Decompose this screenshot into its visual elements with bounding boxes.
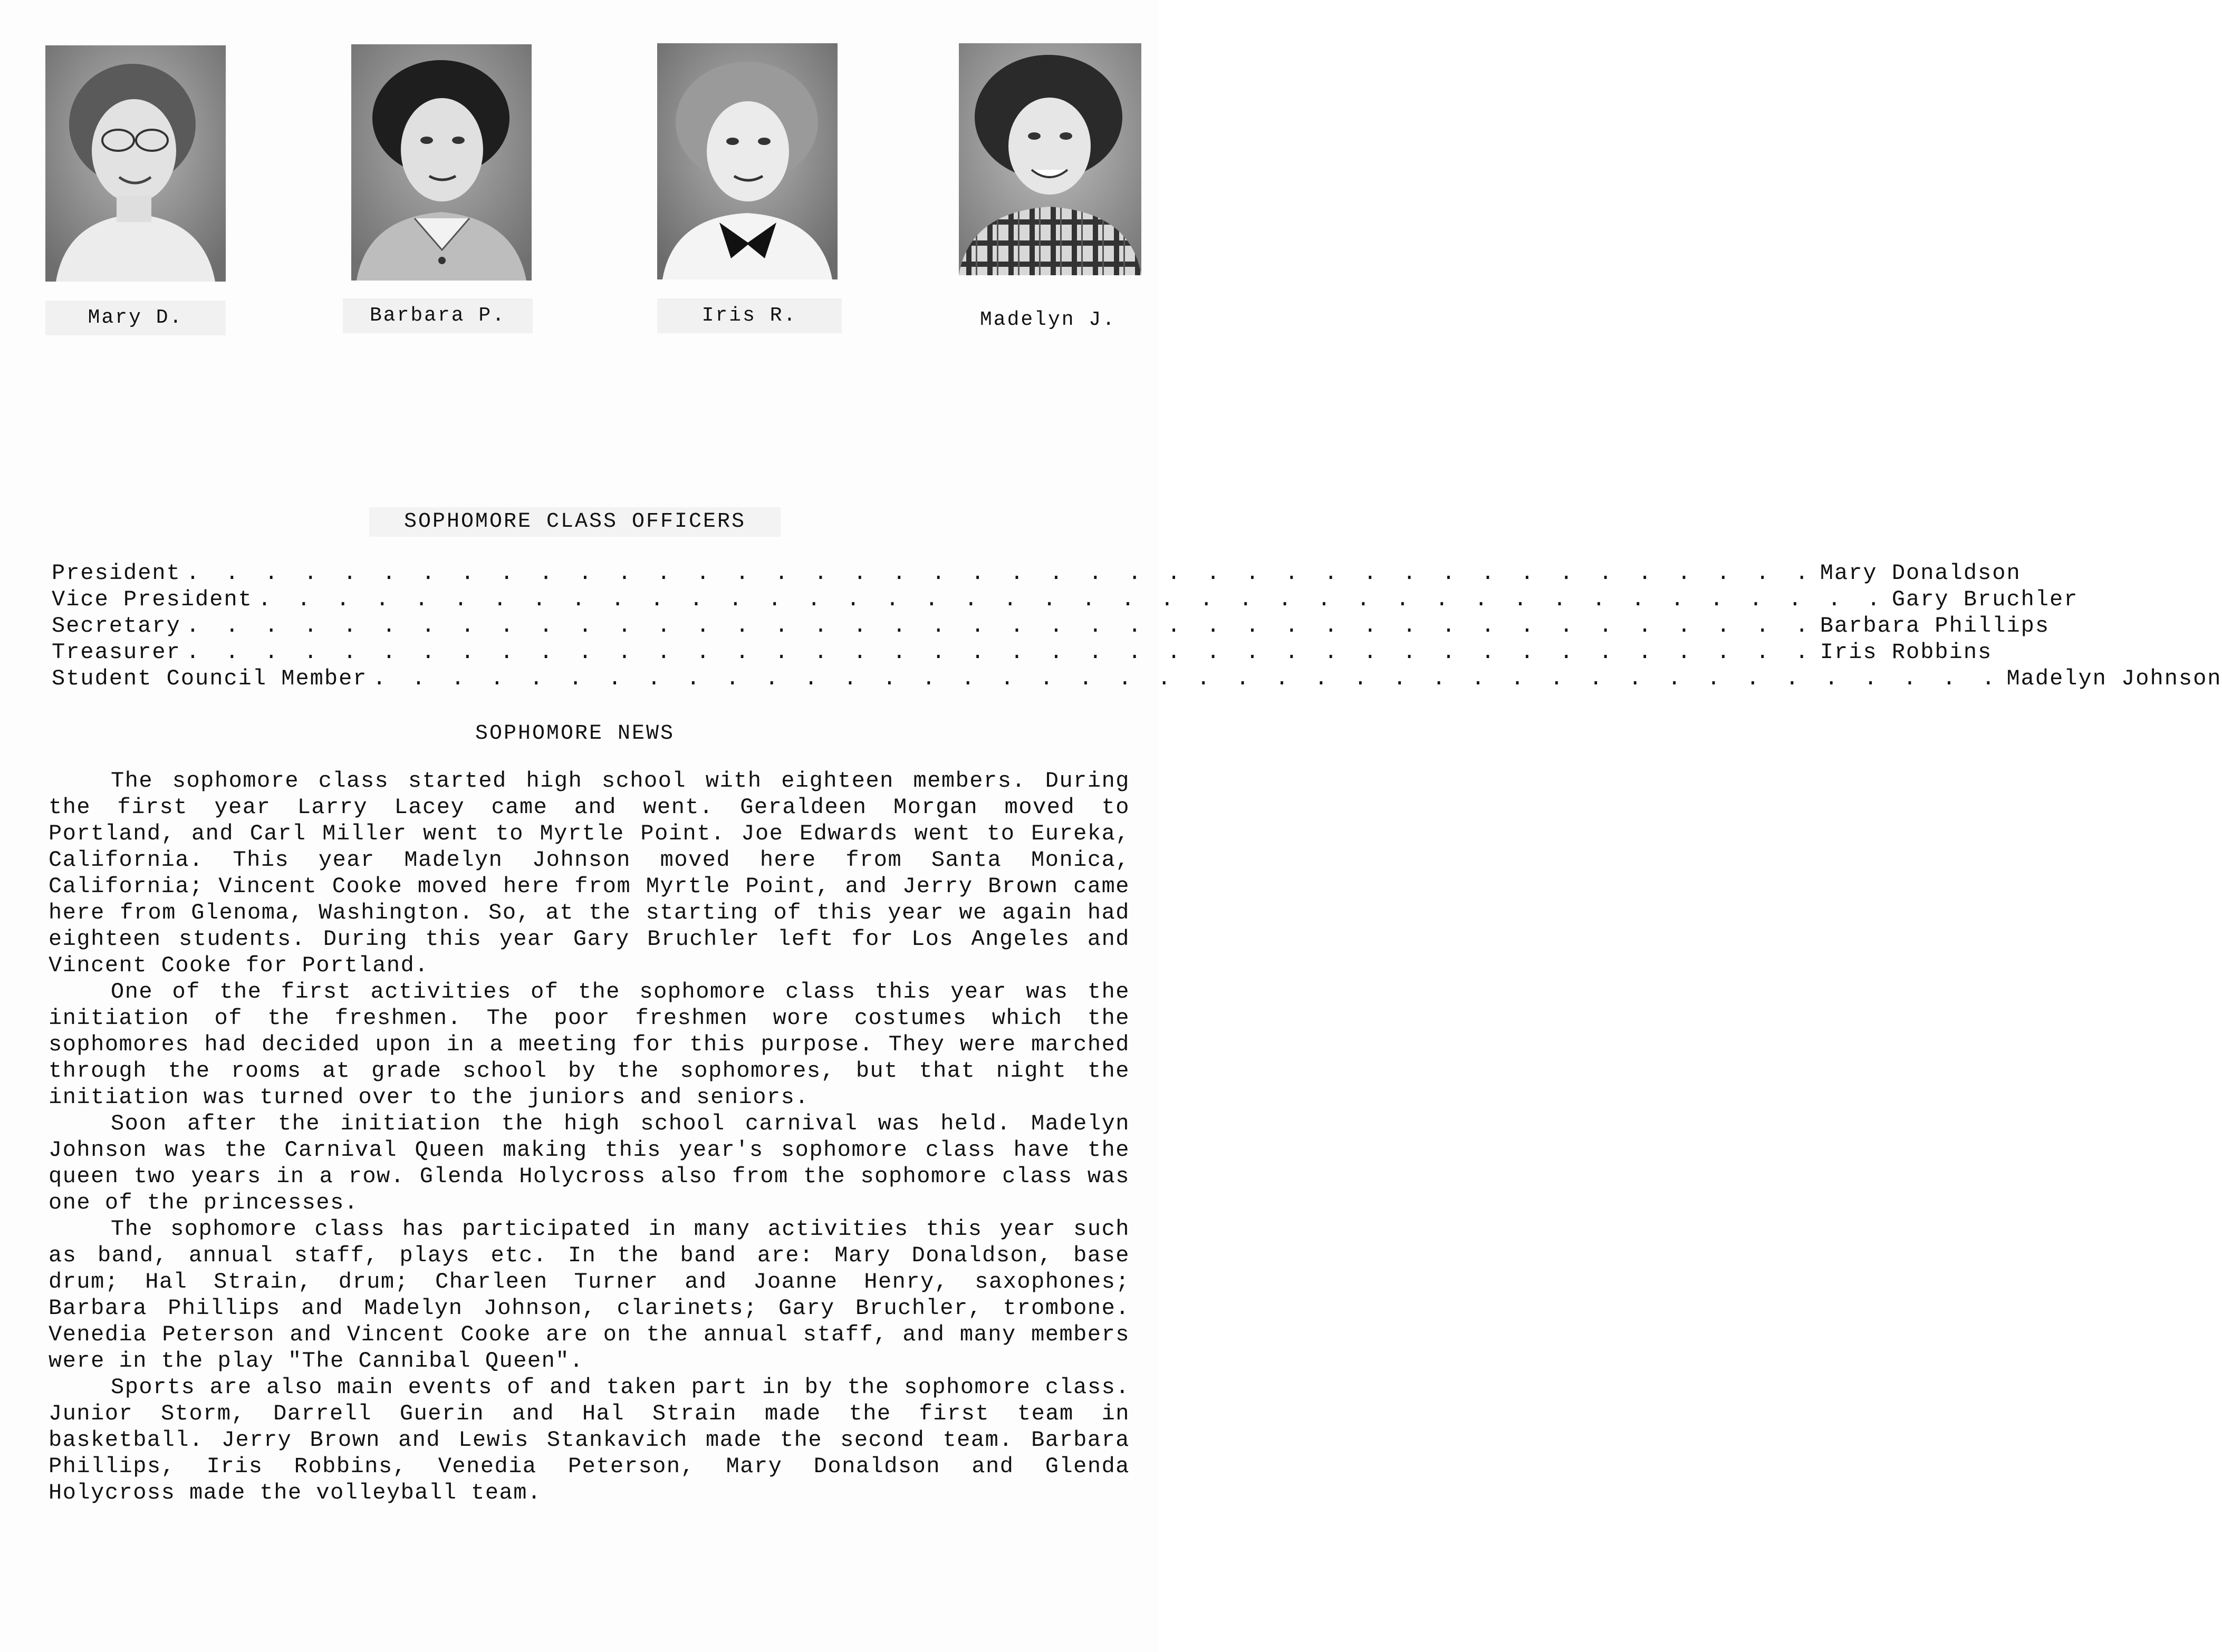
officers-list: [52, 560, 2222, 692]
news-paragraph: One of the first activities of the sophomore class this year was the initiation of the freshmen. The poor freshmen wore costumes which the sophomores had decided upon in a meeting for this purpose. They were marched through the rooms at grade school by the sophomores, but that night the initiation was turned over to the juniors and seniors.: [49, 979, 1130, 1110]
news-paragraph: Soon after the initiation the high school carnival was held. Madelyn Johnson was the Carnival Queen making this year's sophomore class have the queen two years in a row. Glenda Holycross also from the sophomore class was one of the princesses.: [49, 1111, 1130, 1215]
officer-name: Iris Robbins: [1820, 640, 1993, 665]
officer-name: Madelyn Johnson: [2006, 666, 2222, 691]
news-body: [49, 768, 1130, 1506]
officer-role: Treasurer: [52, 640, 181, 665]
portrait-photo-iris: [657, 43, 838, 279]
officer-row: [52, 560, 2021, 586]
portrait-photo-barbara: [351, 44, 532, 281]
officer-role: President: [52, 561, 181, 586]
officer-row: [52, 586, 2079, 613]
portrait-photo-madelyn: [959, 43, 1141, 275]
news-heading: SOPHOMORE NEWS: [475, 722, 675, 746]
leader-dots: . . . . . . . . . . . . . . . . . . . . . . . . . . . . . . . . . . . . . . . . . .: [186, 561, 1815, 586]
officer-row: [52, 639, 1993, 665]
leader-dots: . . . . . . . . . . . . . . . . . . . . . . . . . . . . . . . . . . . . . . . . . .: [257, 587, 1887, 612]
portrait-caption-iris: Iris R.: [657, 298, 842, 333]
portrait-photo-mary: [45, 45, 226, 282]
officers-heading: SOPHOMORE CLASS OFFICERS: [369, 507, 781, 537]
officer-name: Barbara Phillips: [1820, 613, 2050, 639]
officer-role: Vice President: [52, 587, 253, 612]
officer-name: Gary Bruchler: [1891, 587, 2079, 612]
news-paragraph: Sports are also main events of and taken part in by the sophomore class. Junior Storm, Darrell Guerin and Hal Strain made the first team in basketball. Jerry Brown and Lewis Stankavich made the second team. Barbara Phillips, Iris Robbins, Venedia Peterson, Mary Donaldson and Glenda Holycross made the volleyball team.: [49, 1375, 1130, 1505]
leader-dots: . . . . . . . . . . . . . . . . . . . . . . . . . . . . . . . . . . . . . . . . . .: [186, 640, 1815, 665]
news-paragraph: The sophomore class has participated in many activities this year such as band, annual staff, plays etc. In the band are: Mary Donaldson, base drum; Hal Strain, drum; Charleen Turner and Joanne Henry, saxophones; Barbara Phillips and Madelyn Johnson, clarinets; Gary Bruchler, trombone. Venedia Peterson and Vincent Cooke are on the annual staff, and many members were in the play "The Cannibal Queen".: [49, 1216, 1130, 1374]
leader-dots: . . . . . . . . . . . . . . . . . . . . . . . . . . . . . . . . . . . . . . . . . .: [186, 613, 1815, 639]
leader-dots: . . . . . . . . . . . . . . . . . . . . . . . . . . . . . . . . . . . . . . . . . .: [372, 666, 2002, 691]
portrait-caption-barbara: Barbara P.: [343, 298, 533, 333]
officer-role: Secretary: [52, 613, 181, 639]
officer-row: [52, 665, 2222, 692]
officer-role: Student Council Member: [52, 666, 368, 691]
officer-row: [52, 613, 2050, 639]
officer-name: Mary Donaldson: [1820, 561, 2021, 586]
news-paragraph: The sophomore class started high school with eighteen members. During the first year Larry Lacey came and went. Geraldeen Morgan moved to Portland, and Carl Miller went to Myrtle Point. Joe Edwards went to Eureka, California. This year Madelyn Johnson moved here from Santa Monica, California; Vincent Cooke moved here from Myrtle Point, and Jerry Brown came here from Glenoma, Washington. So, at the starting of this year we again had eighteen students. During this year Gary Bruchler left for Los Angeles and Vincent Cooke for Portland.: [49, 768, 1130, 978]
portrait-caption-madelyn: Madelyn J.: [955, 303, 1141, 337]
portrait-caption-mary: Mary D.: [45, 301, 226, 335]
